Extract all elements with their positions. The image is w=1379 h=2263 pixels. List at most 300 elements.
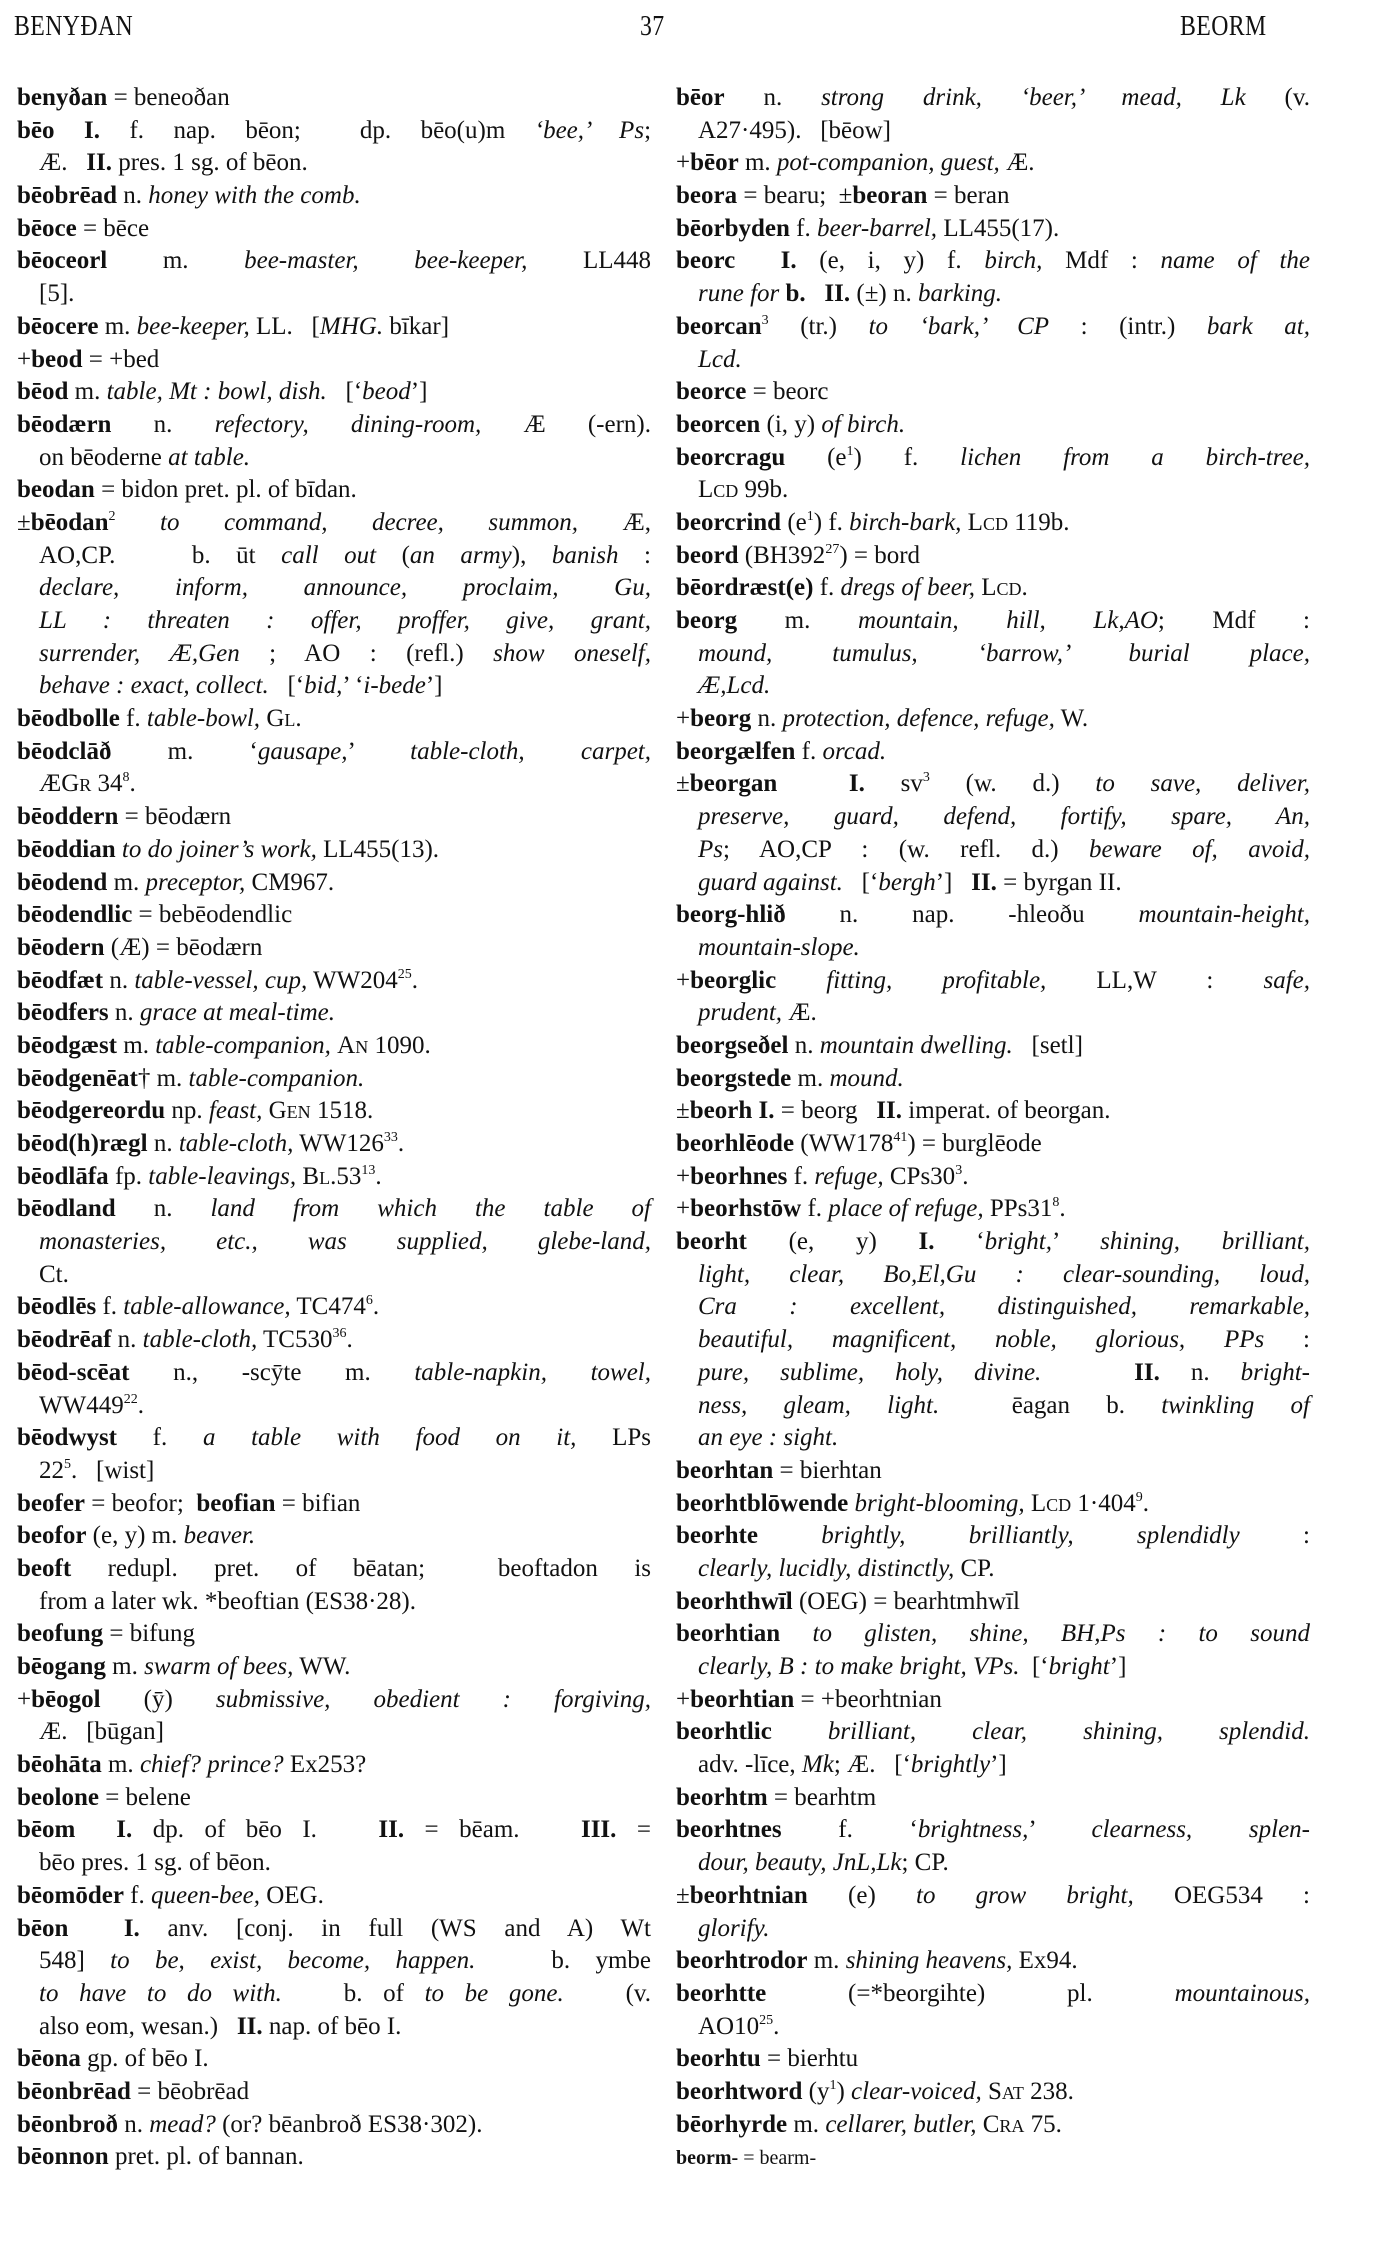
entry-text: refuge, xyxy=(814,1162,884,1190)
entry-line-continuation xyxy=(676,278,1310,311)
dictionary-entry xyxy=(676,965,1310,1030)
entry-text: bee-keeper, xyxy=(136,312,250,340)
entry-text: show oneself, xyxy=(493,639,652,667)
entry-text: dour, beauty, JnL,Lk xyxy=(698,1849,902,1877)
entry-text: birch-bark, xyxy=(849,508,962,536)
dictionary-entry xyxy=(17,801,651,834)
entry-text: call out xyxy=(281,541,377,569)
entry-text: adv. -līce, xyxy=(698,1751,802,1779)
entry-text: redupl. pret. of bēatan; beoftadon is xyxy=(71,1554,651,1582)
superscript: 13 xyxy=(361,1162,376,1178)
entry-text: . xyxy=(1142,1489,1149,1517)
entry-text: . xyxy=(346,1326,353,1354)
headword: II. xyxy=(971,868,997,896)
dictionary-entry xyxy=(676,409,1310,442)
dictionary-entry xyxy=(17,180,651,213)
dictionary-entry xyxy=(17,1782,651,1815)
entry-text: . xyxy=(773,2012,780,2040)
dictionary-entry xyxy=(17,899,651,932)
entry-text: declare, inform, announce, proclaim, Gu, xyxy=(39,574,651,602)
dictionary-entry xyxy=(17,1422,651,1487)
entry-line-head xyxy=(17,1030,651,1063)
entry-line-continuation xyxy=(17,442,651,475)
headword: beorcan xyxy=(676,312,762,340)
entry-text: mountain-height, xyxy=(1138,901,1310,929)
entry-text: = +bed xyxy=(82,345,160,373)
dictionary-entry xyxy=(676,1455,1310,1488)
headword: bēogang xyxy=(17,1653,106,1680)
headword: bēodlāfa xyxy=(17,1162,109,1190)
entry-text: beod xyxy=(362,378,411,406)
dictionary-entry xyxy=(17,1814,651,1879)
entry-text: + xyxy=(17,1685,32,1713)
headword: beofian xyxy=(196,1489,276,1517)
page-number: 37 xyxy=(640,10,665,42)
entry-text: . xyxy=(372,1293,380,1321)
headword: beorg-hlið xyxy=(676,901,786,929)
entry-line-continuation xyxy=(676,2011,1310,2044)
entry-line-head xyxy=(17,1684,651,1717)
entry-line-head xyxy=(676,2043,1310,2076)
dictionary-entry xyxy=(17,1063,651,1096)
entry-line-continuation xyxy=(676,801,1310,834)
headword: bēod(h)rægl xyxy=(17,1130,148,1157)
entry-line-continuation xyxy=(676,1259,1310,1292)
dictionary-entry xyxy=(676,768,1310,899)
entry-text: clear-voiced, xyxy=(851,2077,982,2105)
entry-text: light, clear, Bo,El,Gu : clear-sounding, loud, xyxy=(698,1260,1310,1288)
entry-text: to do joiner’s work, xyxy=(115,835,317,863)
dictionary-entry xyxy=(676,540,1310,573)
entry-line-head xyxy=(676,768,1310,801)
entry-text: ) f. xyxy=(853,443,961,471)
entry-line-head xyxy=(17,1193,651,1226)
entry-text: WW. xyxy=(293,1653,351,1680)
entry-text: W. xyxy=(1054,705,1089,733)
entry-text: ; Æ. [‘ xyxy=(833,1751,911,1779)
entry-text: brightly, brilliantly, splendidly xyxy=(821,1522,1240,1550)
headword: bēodfers xyxy=(17,999,109,1027)
entry-text: (e, y) m. xyxy=(86,1522,184,1550)
superscript: 3 xyxy=(761,312,769,328)
headword: beord xyxy=(676,541,739,569)
dictionary-entry xyxy=(676,1586,1310,1619)
headword: bēogol xyxy=(31,1685,101,1713)
entry-text: [‘ xyxy=(1019,1653,1049,1680)
entry-text: (w. d.) xyxy=(929,770,1096,798)
headword: beorgseðel xyxy=(676,1031,789,1059)
entry-text: m. xyxy=(107,868,146,896)
entry-line-head xyxy=(17,1553,651,1586)
entry-text: Æ. xyxy=(999,149,1035,177)
entry-text: : xyxy=(1264,1326,1310,1354)
entry-line-head xyxy=(17,2076,651,2109)
entry-text: lichen from a birch-tree, xyxy=(960,443,1311,471)
entry-text: ; AO,CP : (w. refl. d.) xyxy=(723,835,1090,863)
headword: b. xyxy=(785,280,806,308)
entry-line-continuation xyxy=(676,1847,1310,1880)
entry-text: safe, xyxy=(1263,966,1310,994)
entry-text: n. xyxy=(117,2110,150,2138)
entry-text: clearness, splen- xyxy=(1091,1816,1310,1844)
entry-text: clearly, B : to make bright, VPs. xyxy=(698,1653,1020,1680)
entry-line-continuation xyxy=(17,1259,651,1292)
superscript: 1 xyxy=(806,508,814,524)
dictionary-entry xyxy=(17,1161,651,1194)
entry-text: † m. xyxy=(137,1064,189,1092)
entry-text: . xyxy=(962,1162,969,1190)
entry-text: (tr.) xyxy=(768,312,869,340)
headword: beofer xyxy=(17,1489,86,1517)
entry-line-head xyxy=(17,1488,651,1521)
entry-text: = bēobrēad xyxy=(130,2077,250,2105)
entry-line-head xyxy=(676,1978,1310,2011)
entry-text: f. xyxy=(96,1293,124,1321)
dictionary-entry xyxy=(17,1357,651,1422)
entry-text: + xyxy=(676,1195,691,1223)
entry-text: f. xyxy=(813,574,841,602)
headword: bēodern xyxy=(17,933,105,961)
entry-line-continuation xyxy=(676,344,1310,377)
dictionary-entry xyxy=(17,834,651,867)
entry-text: swarm of bees, xyxy=(144,1653,294,1680)
entry-text: = beorc xyxy=(746,378,829,406)
superscript: 1 xyxy=(846,443,854,459)
entry-text: beer-barrel, xyxy=(816,214,938,242)
headword: bēomōder xyxy=(17,1881,124,1909)
entry-text: Cra xyxy=(982,2110,1025,2138)
dictionary-entry xyxy=(17,965,651,998)
entry-text: AO,CP. b. ūt xyxy=(39,541,282,569)
dictionary-entry xyxy=(676,82,1310,147)
entry-text: beware of, avoid, xyxy=(1089,835,1311,863)
headword: beorm- xyxy=(676,2147,739,2170)
entry-text: = +beorhtnian xyxy=(794,1685,942,1713)
entry-text: ; AO : (refl.) xyxy=(239,639,494,667)
entry-text: (ȳ) xyxy=(100,1685,216,1713)
entry-line-continuation xyxy=(676,1357,1310,1390)
entry-text: bīkar] xyxy=(383,312,450,340)
entry-text: : (intr.) xyxy=(1049,312,1207,340)
entry-text: also eom, wesan.) xyxy=(39,2012,237,2040)
headword: beodan xyxy=(17,476,95,504)
entry-line-continuation xyxy=(17,572,651,605)
entry-text: Æ,Lcd. xyxy=(698,672,771,700)
entry-text: [‘ xyxy=(842,868,879,896)
dictionary-entry xyxy=(676,442,1310,507)
entry-text: to save, deliver, xyxy=(1095,770,1310,798)
headword: bēonbroð xyxy=(17,2110,118,2138)
entry-text: brightly xyxy=(910,1751,991,1779)
entry-text: n. xyxy=(751,705,783,733)
entry-text: (Æ) = bēodærn xyxy=(104,933,263,961)
entry-text: gp. of bēo I. xyxy=(80,2045,209,2073)
entry-text: anv. [conj. in full (WS and A) Wt xyxy=(139,1914,652,1942)
entry-text: CM967. xyxy=(245,868,335,896)
entry-text: 22 xyxy=(39,1456,64,1484)
entry-line-head xyxy=(17,409,651,442)
dictionary-entry xyxy=(676,703,1310,736)
entry-line-continuation xyxy=(676,115,1310,148)
superscript: 27 xyxy=(825,541,840,557)
entry-line-continuation xyxy=(17,1978,651,2011)
entry-line-head xyxy=(676,409,1310,442)
entry-text: m. xyxy=(101,1751,140,1779)
entry-text: prudent, xyxy=(698,999,783,1027)
entry-text: ness, gleam, light. xyxy=(698,1391,940,1419)
headword: beorgan I. xyxy=(689,770,865,798)
headword: bēodwyst xyxy=(17,1424,118,1452)
entry-text: mountain, hill, Lk,AO xyxy=(857,607,1158,634)
entry-text: Ps xyxy=(698,835,723,863)
entry-line-head xyxy=(676,965,1310,998)
entry-text: preceptor, xyxy=(145,868,246,896)
entry-line-head xyxy=(17,82,651,115)
entry-text: ’ xyxy=(347,737,411,765)
entry-text: (e, i, y) f. xyxy=(796,247,985,275)
entry-text: m. ‘ xyxy=(111,737,258,765)
entry-text: ) = burglēode xyxy=(907,1130,1042,1157)
dictionary-entry xyxy=(17,311,651,344)
entry-text: ), xyxy=(511,541,552,569)
dictionary-entry xyxy=(676,1095,1310,1128)
entry-line-head xyxy=(17,115,651,148)
entry-text: b. of xyxy=(281,1979,425,2007)
headword: beorhtan xyxy=(676,1456,774,1484)
entry-text: (e xyxy=(785,443,847,471)
entry-text: behave : exact, collect. xyxy=(39,672,269,700)
headword: beorhtword xyxy=(676,2077,803,2105)
entry-line-head xyxy=(17,1880,651,1913)
entry-text: 548] xyxy=(39,1947,111,1975)
entry-line-head xyxy=(17,1520,651,1553)
entry-text: mound. xyxy=(829,1064,904,1092)
entry-line-continuation xyxy=(676,1553,1310,1586)
dictionary-entry xyxy=(676,213,1310,246)
entry-text: 1518. xyxy=(310,1097,374,1125)
entry-line-head xyxy=(676,1945,1310,1978)
entry-text: ’ ‘ xyxy=(342,672,364,700)
entry-text: [setl] xyxy=(1012,1031,1083,1059)
entry-line-head xyxy=(676,147,1310,180)
headword: beorhtblōwende xyxy=(676,1489,849,1517)
entry-text: refectory, dining-room, xyxy=(214,410,482,438)
entry-text: = beran xyxy=(927,182,1010,210)
entry-text: (e, y) xyxy=(746,1228,919,1256)
entry-text: WW204 xyxy=(307,966,398,994)
headword: bēodan xyxy=(30,508,109,536)
headword: bēorbyden xyxy=(676,214,790,242)
entry-text: = bifian xyxy=(275,1489,361,1517)
headword: bēoce xyxy=(17,214,77,242)
entry-text: LL,W : xyxy=(1046,966,1264,994)
entry-text: n. xyxy=(1159,1358,1241,1386)
entry-text: glorify. xyxy=(698,1914,770,1942)
entry-line-head xyxy=(17,311,651,344)
entry-text: ’ xyxy=(1051,1228,1101,1256)
entry-text: Mk xyxy=(801,1751,834,1779)
headword: II. xyxy=(1134,1358,1160,1386)
entry-text: f. xyxy=(123,1881,151,1909)
entry-line-head xyxy=(17,932,651,965)
dictionary-entry xyxy=(676,899,1310,964)
headword: beorcragu xyxy=(676,443,786,471)
entry-text: OEG534 : xyxy=(1133,1881,1311,1909)
dictionary-entry xyxy=(676,2043,1310,2076)
headword: beorhtnian xyxy=(689,1881,808,1909)
entry-line-head xyxy=(676,82,1310,115)
entry-line-head xyxy=(676,1782,1310,1815)
entry-text: = belene xyxy=(98,1783,191,1811)
entry-text: [5]. xyxy=(39,280,75,308)
entry-text: : xyxy=(618,541,651,569)
entry-text: = bidon pret. pl. of bīdan. xyxy=(94,476,357,504)
entry-text: to grow bright, xyxy=(916,1881,1134,1909)
entry-text: = bebēodendlic xyxy=(132,901,293,929)
entry-text: = bierhtan xyxy=(773,1456,882,1484)
superscript: 25 xyxy=(397,966,412,982)
entry-line-head xyxy=(676,2076,1310,2109)
dictionary-entry xyxy=(676,1161,1310,1194)
entry-text: f. xyxy=(795,737,823,765)
entry-text: table-leavings, xyxy=(148,1162,297,1190)
dictionary-entry xyxy=(17,1193,651,1291)
entry-line-head xyxy=(676,311,1310,344)
entry-text: bright xyxy=(1048,1653,1110,1680)
superscript: 41 xyxy=(893,1130,908,1145)
headword: bēona xyxy=(17,2045,81,2073)
entry-text: n. xyxy=(111,1326,143,1354)
entry-text: ) xyxy=(836,2077,852,2105)
entry-line-head xyxy=(676,1455,1310,1488)
right-column xyxy=(676,82,1310,2174)
entry-line-head xyxy=(17,736,651,769)
entry-text: LL : threaten : offer, proffer, give, grant, xyxy=(39,607,651,634)
entry-line-continuation xyxy=(676,1913,1310,1946)
entry-text: barking. xyxy=(918,280,1003,308)
dictionary-entry xyxy=(17,474,651,507)
headword: bēonbrēad xyxy=(17,2077,131,2105)
superscript: 33 xyxy=(383,1130,398,1145)
entry-text: ; CP. xyxy=(901,1849,949,1877)
entry-text: f. xyxy=(789,214,817,242)
entry-line-continuation xyxy=(676,997,1310,1030)
headword: bēodgereordu xyxy=(17,1097,166,1125)
entry-text: [‘ xyxy=(268,672,305,700)
entry-text: Ex253? xyxy=(283,1751,367,1779)
entry-text: grace at meal-time. xyxy=(139,999,335,1027)
superscript: 2 xyxy=(108,508,116,524)
entry-text: to ‘bark,’ CP xyxy=(868,312,1050,340)
entry-line-continuation xyxy=(676,670,1310,703)
entry-text: a table with food on it, xyxy=(202,1424,577,1452)
entry-text: = byrgan II. xyxy=(996,868,1122,896)
headword: bēo I. xyxy=(17,116,100,144)
entry-text: fp. xyxy=(108,1162,149,1190)
entry-text: Gr xyxy=(61,770,92,798)
entry-text: Gen xyxy=(268,1097,311,1125)
entry-text: Lcd. xyxy=(981,574,1028,602)
dictionary-entry xyxy=(17,2109,651,2142)
headword: bēoddian xyxy=(17,835,116,863)
superscript: 36 xyxy=(332,1326,347,1342)
entry-text: m. xyxy=(791,1064,830,1092)
entry-line-head xyxy=(17,507,651,540)
entry-text: (OEG) = bearhtmhwīl xyxy=(792,1587,1020,1615)
entry-text: n. xyxy=(111,410,215,438)
entry-text: Æ, xyxy=(578,508,651,536)
entry-text: CPs30 xyxy=(883,1162,956,1190)
entry-line-continuation xyxy=(17,540,651,573)
dictionary-entry xyxy=(676,1128,1310,1161)
entry-line-head xyxy=(676,1161,1310,1194)
superscript: 6 xyxy=(365,1293,373,1309)
entry-line-head xyxy=(676,1095,1310,1128)
superscript: 3 xyxy=(922,770,930,786)
entry-text: ; xyxy=(644,116,652,144)
entry-text: (v. xyxy=(1245,84,1310,111)
entry-text: to have to do with. xyxy=(39,1979,282,2007)
headword: beorht xyxy=(676,1228,747,1256)
entry-text: an eye : sight. xyxy=(698,1424,839,1452)
entry-text: 238. xyxy=(1023,2077,1074,2105)
entry-text: Lcd xyxy=(967,508,1008,536)
entry-line-head xyxy=(676,703,1310,736)
entry-line-head xyxy=(676,507,1310,540)
entry-text: ; Mdf : xyxy=(1157,607,1310,634)
headword: beolone xyxy=(17,1783,99,1811)
entry-line-head xyxy=(676,1030,1310,1063)
entry-text: m. xyxy=(107,247,245,275)
entry-line-head xyxy=(17,344,651,377)
headword: bēod xyxy=(17,378,69,406)
entry-text: beaver. xyxy=(183,1522,256,1550)
entry-text: queen-bee, xyxy=(151,1881,260,1909)
entry-text: ’] xyxy=(1109,1653,1127,1680)
entry-text: mead? xyxy=(149,2110,216,2138)
entry-text: bark at, xyxy=(1206,312,1310,340)
entry-text: monasteries, etc., was supplied, glebe-land, xyxy=(39,1228,651,1256)
entry-line-head xyxy=(17,376,651,409)
headword: beorc I. xyxy=(676,247,797,275)
entry-text: gausape, xyxy=(257,737,348,765)
entry-line-continuation xyxy=(17,1226,651,1259)
entry-text: = bēce xyxy=(76,214,150,242)
entry-text: submissive, obedient : forgiving, xyxy=(215,1685,651,1713)
dictionary-entry xyxy=(676,1030,1310,1063)
headword: beorgælfen xyxy=(676,737,796,765)
entry-text: (i, y) xyxy=(760,410,822,438)
dictionary-entry xyxy=(676,147,1310,180)
headword: bēor xyxy=(690,149,739,177)
entry-text: to glisten, shine, BH,Ps : to sound xyxy=(812,1620,1310,1648)
entry-text: Sat xyxy=(987,2077,1024,2105)
headword: benyðan xyxy=(17,84,108,111)
entry-line-head xyxy=(676,245,1310,278)
entry-line-continuation xyxy=(17,278,651,311)
entry-text: An xyxy=(337,1031,369,1059)
entry-line-continuation xyxy=(17,1945,651,1978)
entry-text: n. xyxy=(108,999,140,1027)
entry-line-head xyxy=(676,899,1310,932)
entry-line-continuation xyxy=(676,1749,1310,1782)
headword: bēodrēaf xyxy=(17,1326,112,1354)
headword: bēohāta xyxy=(17,1751,102,1779)
entry-text: + xyxy=(676,966,691,994)
entry-line-head xyxy=(676,1618,1310,1651)
dictionary-entry xyxy=(676,1226,1310,1455)
entry-text: beautiful, magnificent, noble, glorious, PPs xyxy=(698,1326,1265,1354)
